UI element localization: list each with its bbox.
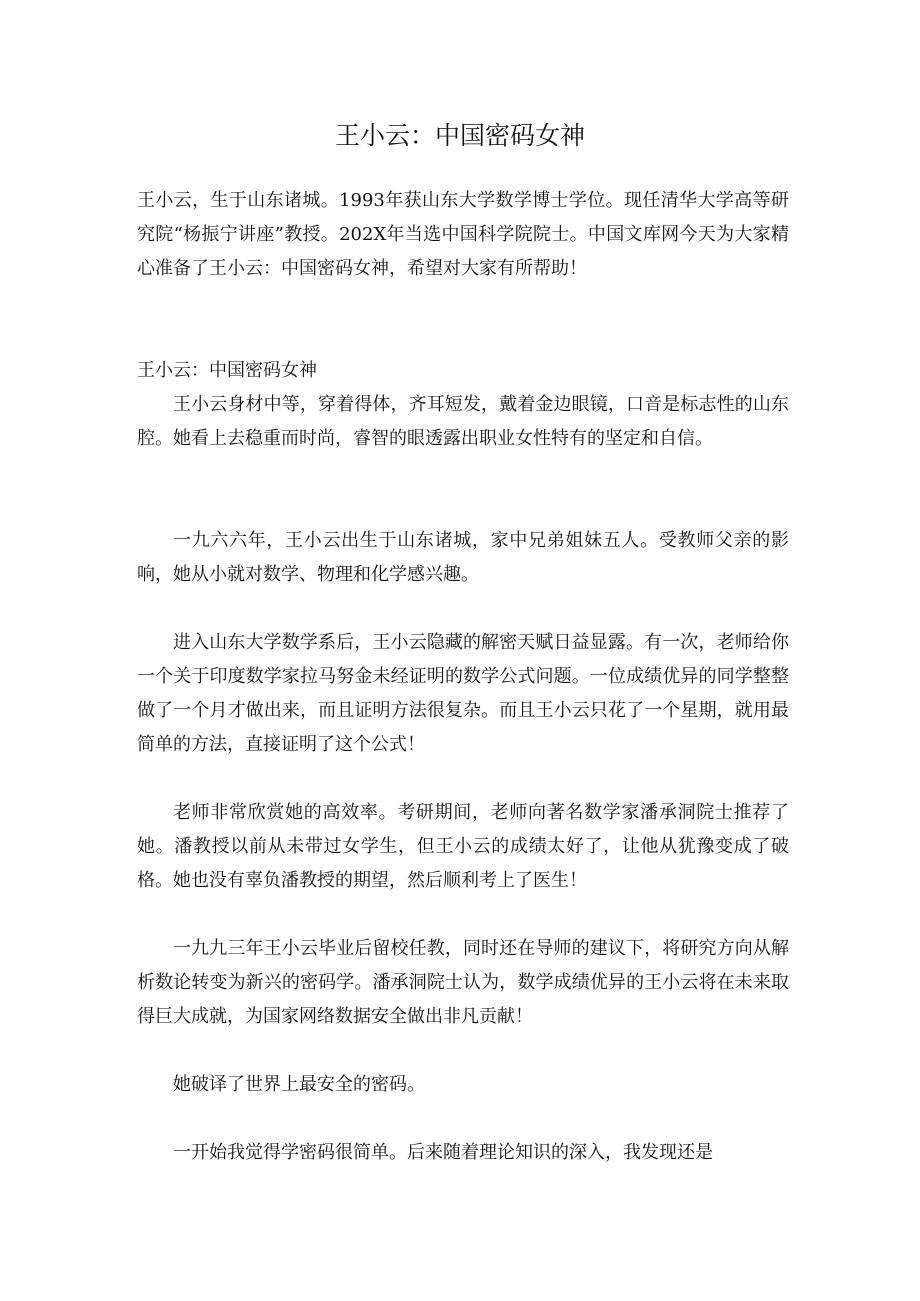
paragraph-4: 老师非常欣赏她的高效率。考研期间，老师向著名数学家潘承洞院士推荐了她。潘教授以前从未带过女学生，但王小云的成绩太好了，让他从犹豫变成了破格。她也没有辜负潘教授的期望，然后顺利考上了医生！ [137,802,789,891]
page-title: 王小云：中国密码女神 [334,121,585,150]
intro-paragraph: 王小云，生于山东诸城。1993年获山东大学数学博士学位。现任清华大学高等研究院“杨振宁讲座”教授。202X年当选中国科学院院士。中国文库网今天为大家精心准备了王小云：中国密码女神，希望对大家有所帮助！ [137,190,789,279]
section-subtitle: 王小云：中国密码女神 [137,360,317,381]
paragraph-3: 进入山东大学数学系后，王小云隐藏的解密天赋日益显露。有一次，老师给你一个关于印度数学家拉马努金未经证明的数学公式问题。一位成绩优异的同学整整做了一个月才做出来，而且证明方法很复杂。而且王小云只花了一个星期，就用最简单的方法，直接证明了这个公式！ [137,632,789,755]
paragraph-7: 一开始我觉得学密码很简单。后来随着理论知识的深入，我发现还是 [173,1142,713,1163]
paragraph-1: 王小云身材中等，穿着得体，齐耳短发，戴着金边眼镜，口音是标志性的山东腔。她看上去稳重而时尚，睿智的眼透露出职业女性特有的坚定和自信。 [137,394,789,449]
paragraph-2: 一九六六年，王小云出生于山东诸城，家中兄弟姐妹五人。受教师父亲的影响，她从小就对数学、物理和化学感兴趣。 [137,530,789,585]
paragraph-5: 一九九三年王小云毕业后留校任教，同时还在导师的建议下，将研究方向从解析数论转变为新兴的密码学。潘承洞院士认为，数学成绩优异的王小云将在未来取得巨大成就，为国家网络数据安全做出非凡贡献！ [137,938,789,1027]
paragraph-6: 她破译了世界上最安全的密码。 [173,1074,425,1095]
